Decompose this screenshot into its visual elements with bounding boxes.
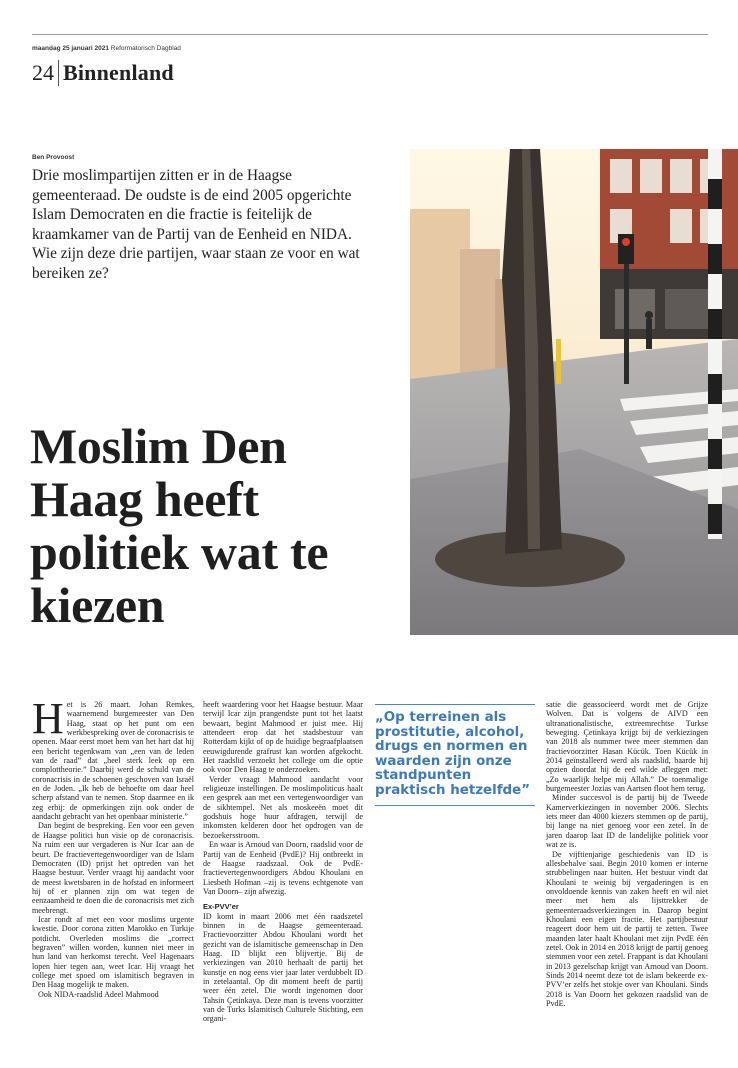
- pull-quote-rule: [375, 805, 535, 806]
- publication-name: Reformatorisch Dagblad: [110, 45, 181, 52]
- column-2: [203, 700, 363, 1024]
- paragraph: Verder vraagt Mahmood aandacht voor religieuze instellingen. De moslimpoliticus haalt een gesprek aan met een vertegenwoordiger van de sikhtempel. Net als moskeeën moet dit godshuis hoge huur afdragen, terwijl de inkomsten kelderen door het opdrogen van de bezoekersstroom.: [203, 774, 363, 840]
- pull-quote-text: „Op terreinen als prostitutie, alcohol, drugs en normen en waarden zijn onze standpunten praktisch hetzelfde”: [375, 710, 530, 798]
- subheading: Ex-PVV’er: [203, 902, 239, 912]
- column-1: [32, 694, 194, 999]
- issue-date: maandag 25 januari 2021: [32, 45, 109, 52]
- paragraph: Dan begint de bespreking. Een voor een geven de Haagse politici hun visie op de coronacrisis. Na ruim een uur vergaderen is Nur Icar aan de beurt. De fractievertegenwoordiger van de Islam Democraten (ID) prijst het optreden van het Haagse bestuur. Verder vraagt hij aandacht voor de meest kwetsbaren in de hofstad en informeert hij of er plannen zijn om wat tegen de eenzaamheid te doen die de coronacrisis met zich meebrengt.: [32, 821, 194, 915]
- top-rule: [32, 34, 708, 35]
- paragraph: et is 26 maart. Johan Remkes, waarnemend burgemeester van Den Haag, staat op het punt om een werkbespreking over de coronacrisis te openen. Maar eerst moet hem van het hart dat hij een bericht tegenkwam van „een van de leden van de raad” dat „heel sterk leek op een complottheorie.” Daarbij werd de schuld van de coronacrisis in de schoenen geschoven van Israël en de Joden. „Ik heb de behoefte om daar heel scherp afstand van te nemen. Stop daarmee en ik zeg erbij: de opmerkingen zijn ook onder de aandacht gebracht van het openbaar ministerie.”: [32, 700, 194, 822]
- paragraph: ID komt in maart 2006 met één raadszetel binnen in de Haagse gemeenteraad. Fractievoorzitter Abdou Khoulani wordt het gezicht van de islamitische gemeenschap in Den Haag. ID blijkt een blijvertje. Bij de verkiezingen van 2010 herhaalt de partij het kunstje en nog eens vier jaar later verdubbelt ID in zetelaantal. Op dit moment heeft de partij weer één zetel. Die wordt ingenomen door Tahsin Çetinkaya. Deze man is tevens voorzitter van de Turks Islamitisch Culturele Stichting, een organi-: [203, 911, 363, 1024]
- paragraph: Minder succesvol is de partij bij de Tweede Kamerverkiezingen in november 2006. Slechts iets meer dan 4000 kiezers stemmen op de partij, bij lange na niet genoeg voor een zetel. In de jaren daarop laat ID de landelijke politiek voor wat ze is.: [546, 793, 708, 850]
- page-number: 24: [32, 60, 59, 86]
- street-photo: [410, 149, 738, 635]
- paragraph: Ook NIDA-raadslid Adeel Mahmood: [38, 989, 159, 999]
- dateline: [32, 45, 181, 52]
- paragraph: En waar is Arnoud van Doorn, raadslid voor de Partij van de Eenheid (PvdE)? Hij ontbreekt in de Haagse raadszaal. Ook de PvdE-fractievertegenwoordigers Abdou Khoulani en Liesbeth Hofman –zij is tevens echtgenote van Van Doorn– zijn afwezig.: [203, 840, 363, 896]
- paragraph: heeft waardering voor het Haagse bestuur. Maar terwijl Icar zijn prangendste punt tot het laatst bewaart, begint Mahmood er juist mee. Hij attendeert erop dat het stadsbestuur van Rotterdam kijkt of op de huidige begraafplaatsen eeuwigdurende grafrust kan worden afgekocht. Het raadslid verzoekt het college om die optie ook voor Den Haag te onderzoeken.: [203, 700, 363, 775]
- section-header: [32, 60, 174, 86]
- paragraph: Icar rondt af met een voor moslims urgente kwestie. Door corona zitten Marokko en Turkije potdicht. Overleden moslims die „correct begraven” willen worden, kunnen niet meer in hun land van herkomst terecht. Veel Hagenaars lopen hier tegen aan, weet Icar. Hij vraagt het college met spoed om islamitisch begraven in Den Haag mogelijk te maken.: [32, 914, 194, 990]
- drop-cap: H: [32, 694, 64, 743]
- pull-quote: [375, 704, 535, 806]
- column-4: [546, 700, 708, 1008]
- paragraph: satie die geassocieerd wordt met de Grijze Wolven. Dat is volgens de AIVD een ultranationalistische, extreemrechtse Turkse beweging. Çetinkaya krijgt bij de verkiezingen van 2018 als nummer twee meer stemmen dan fractievoorzitter Hasan Kücük. Toen Kücük in 2014 geïnstalleerd werd als raadslid, baarde hij opzien doordat hij de eed wilde afleggen met: „Zo waarlijk helpe mij Allah.” De toenmalige burgemeester Jozias van Aartsen floot hem terug.: [546, 700, 708, 794]
- street-scene-illustration: [410, 149, 738, 635]
- section-name: Binnenland: [63, 60, 174, 85]
- article-intro: Drie moslimpartijen zitten er in de Haagse gemeenteraad. De oudste is de eind 2005 opgerichte Islam Democraten en die fractie is feitelijk de kraamkamer van de Partij van de Eenheid en NIDA. Wie zijn deze drie partijen, waar staan ze voor en wat bereiken ze?: [32, 167, 360, 282]
- article-headline: Moslim Den Haag heeft politiek wat te kiezen: [30, 418, 329, 633]
- byline: Ben Provoost: [32, 154, 75, 161]
- paragraph: De vijftienjarige geschiedenis van ID is allesbehalve saai. Begin 2010 komen er interne strubbelingen naar buiten. Het bestuur vindt dat Khoulani te weinig bij vergaderingen is en onvoldoende kennis van zaken heeft en wil niet meer met hem als lijsttrekker de gemeenteraadsverkiezingen in. Daarop begint Khoulani een eigen fractie. Het partijbestuur reageert door hem uit de partij te zetten. Twee maanden later haalt Khoulani met zijn PvdE één zetel. Ook in 2014 en 2018 krijgt de partij genoeg stemmen voor een zetel. Frappant is dat Khoulani in 2013 gezelschap krijgt van Arnoud van Doorn. Sinds 2014 neemt deze tot de islam bekeerde ex-PVV’er zelfs het stokje over van Khoulani. Sinds 2018 is Van Doorn het gekozen raadslid van de PvdE.: [546, 849, 708, 1008]
